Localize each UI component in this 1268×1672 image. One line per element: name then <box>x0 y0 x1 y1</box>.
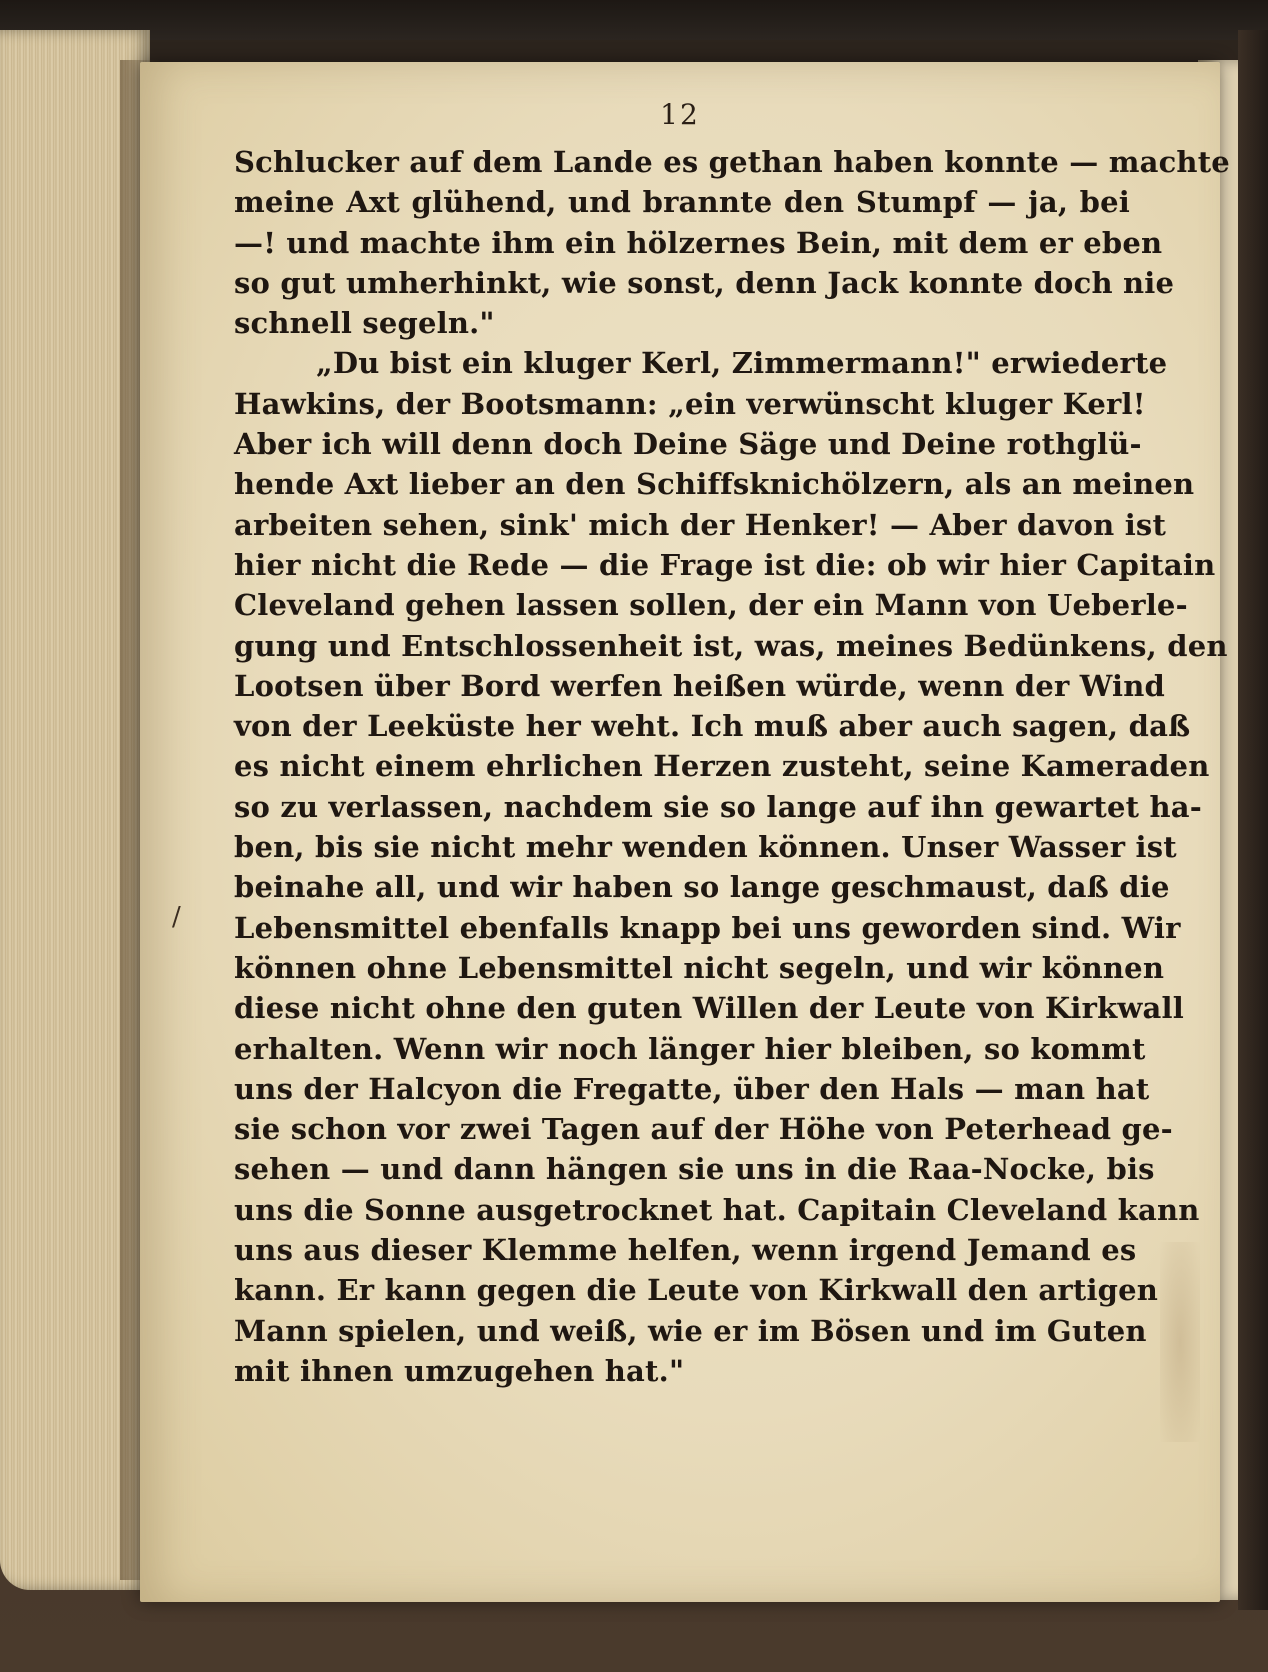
text-line: hende Axt lieber an den Schiffsknichölzern, als an meinen <box>234 467 1195 502</box>
text-line: Hawkins, der Bootsmann: „ein verwünscht kluger Kerl! <box>234 386 1146 421</box>
text-line: sehen — und dann hängen sie uns in die Raa-Nocke, bis <box>234 1152 1155 1187</box>
text-line: erhalten. Wenn wir noch länger hier bleiben, so kommt <box>234 1031 1146 1066</box>
text-line: Mann spielen, und weiß, wie er im Bösen und im Guten <box>234 1313 1147 1348</box>
text-line: ben, bis sie nicht mehr wenden können. Unser Wasser ist <box>234 830 1177 865</box>
book-page <box>140 62 1230 1602</box>
text-line: Schlucker auf dem Lande es gethan haben konnte — machte <box>234 145 1230 179</box>
text-line: „Du bist ein kluger Kerl, Zimmermann!" erwiederte <box>316 346 1168 381</box>
text-line: Lebensmittel ebenfalls knapp bei uns geworden sind. Wir <box>234 910 1181 945</box>
text-line: beinahe all, und wir haben so lange geschmaust, daß die <box>234 870 1170 905</box>
text-line: können ohne Lebensmittel nicht segeln, und wir können <box>234 950 1165 985</box>
book-cover-right <box>1238 30 1268 1610</box>
page-stain <box>1160 1242 1200 1442</box>
text-line: Aber ich will denn doch Deine Säge und Deine rothglü- <box>234 427 1142 462</box>
text-line: —! und machte ihm ein hölzernes Bein, mit dem er eben <box>234 225 1163 260</box>
text-line: Cleveland gehen lassen sollen, der ein Mann von Ueberle- <box>234 588 1188 623</box>
text-line: uns die Sonne ausgetrocknet hat. Capitain Cleveland kann <box>234 1192 1200 1227</box>
body-text <box>234 142 1230 1391</box>
margin-mark: / <box>172 902 181 932</box>
text-line: uns der Halcyon die Fregatte, über den Hals — man hat <box>234 1071 1150 1106</box>
book-cover-top <box>0 0 1268 40</box>
text-line: es nicht einem ehrlichen Herzen zusteht, seine Kameraden <box>234 749 1210 784</box>
text-line: so zu verlassen, nachdem sie so lange auf ihn gewartet ha- <box>234 789 1203 824</box>
text-line: von der Leeküste her weht. Ich muß aber auch sagen, daß <box>234 709 1191 744</box>
text-line: Lootsen über Bord werfen heißen würde, wenn der Wind <box>234 668 1166 703</box>
text-line: uns aus dieser Klemme helfen, wenn irgend Jemand es <box>234 1233 1137 1268</box>
text-line: schnell segeln." <box>234 306 495 341</box>
text-line: arbeiten sehen, sink' mich der Henker! — Aber davon ist <box>234 507 1167 542</box>
text-line: diese nicht ohne den guten Willen der Leute von Kirkwall <box>234 991 1184 1026</box>
text-line: kann. Er kann gegen die Leute von Kirkwall den artigen <box>234 1273 1159 1308</box>
text-line: hier nicht die Rede — die Frage ist die: ob wir hier Capitain <box>234 547 1216 582</box>
text-line: meine Axt glühend, und brannte den Stumpf — ja, bei <box>234 185 1130 220</box>
text-line: sie schon vor zwei Tagen auf der Höhe von Peterhead ge- <box>234 1112 1173 1147</box>
page-number: 12 <box>660 98 700 131</box>
text-line: mit ihnen umzugehen hat." <box>234 1353 685 1388</box>
text-line: so gut umherhinkt, wie sonst, denn Jack konnte doch nie <box>234 265 1175 300</box>
text-line: gung und Entschlossenheit ist, was, meines Bedünkens, den <box>234 628 1228 663</box>
